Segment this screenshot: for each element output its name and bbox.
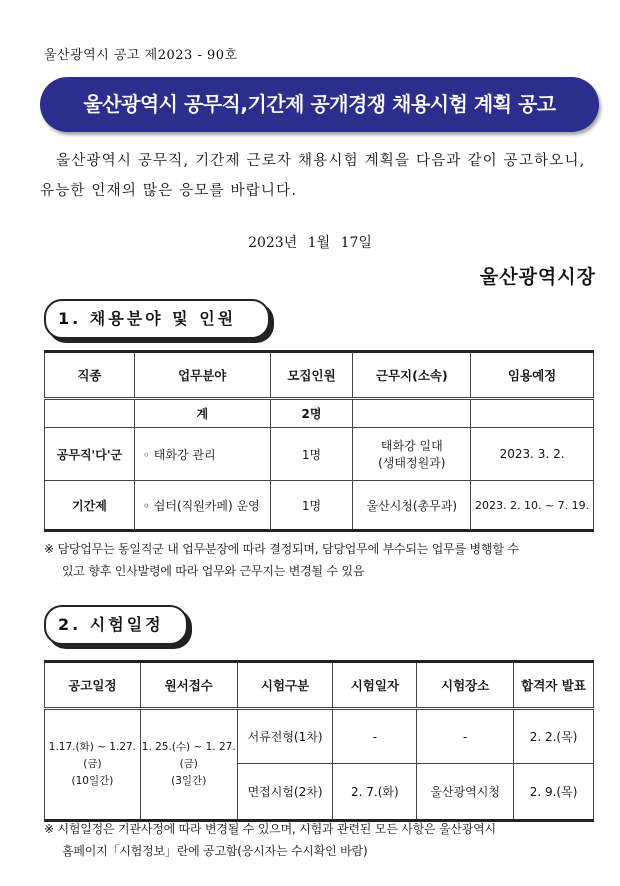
exam-date: - — [333, 709, 417, 764]
recruitment-table — [44, 350, 594, 532]
total-label: 계 — [134, 399, 270, 428]
exam-place: 울산광역시청 — [417, 764, 514, 821]
note-line: 홈페이지「시험정보」란에 공고함(응시자는 수시확인 바람) — [62, 844, 368, 858]
page-title: 울산광역시 공무직,기간제 공개경쟁 채용시험 계획 공고 — [83, 92, 556, 116]
announce-period-line1: 1.17.(화) ~ 1.27.(금) — [48, 741, 137, 770]
table-row — [45, 481, 594, 531]
result-date: 2. 9.(목) — [514, 764, 594, 821]
job-type: 공무직'다'군 — [45, 428, 135, 481]
title-banner — [40, 77, 599, 132]
table-header-row — [45, 662, 594, 709]
header-cell: 시험장소 — [417, 662, 514, 709]
section2-note — [44, 818, 604, 862]
intro-text: 울산광역시 공무직, 기간제 근로자 채용시험 계획을 다음과 같이 공고하오니, 유능한 인재의 많은 응모를 바랍니다. — [40, 153, 586, 199]
exam-place: - — [417, 709, 514, 764]
table-row — [45, 709, 594, 764]
job-place-line2: (생태정원과) — [378, 456, 446, 470]
note-line: ※ 담당업무는 동일직군 내 업무분장에 따라 결정되며, 담당업무에 부수되는 업무를 병행할 수 — [44, 542, 519, 556]
job-place-line1: 태화강 일대 — [380, 439, 443, 453]
job-date: 2023. 2. 10. ~ 7. 19. — [471, 481, 594, 531]
job-count: 1명 — [270, 428, 353, 481]
header-cell: 근무지(소속) — [353, 352, 471, 399]
announce-period-line2: (10일간) — [71, 775, 114, 787]
exam-kind: 면접시험(2차) — [237, 764, 333, 821]
header-cell: 합격자 발표 — [514, 662, 594, 709]
header-cell: 직종 — [45, 352, 135, 399]
job-place: 울산시청(총무과) — [353, 481, 471, 531]
header-cell: 시험일자 — [333, 662, 417, 709]
job-type: 기간제 — [45, 481, 135, 531]
table-total-row — [45, 399, 594, 428]
header-cell: 공고일정 — [45, 662, 141, 709]
section1-heading — [44, 299, 270, 339]
exam-date: 2. 7.(화) — [333, 764, 417, 821]
exam-kind: 서류전형(1차) — [237, 709, 333, 764]
header-cell: 모집인원 — [270, 352, 353, 399]
header-cell: 시험구분 — [237, 662, 333, 709]
section1-heading-text: 1. 채용분야 및 인원 — [58, 309, 237, 328]
announce-period — [45, 709, 141, 821]
section2-heading-text: 2. 시험일정 — [58, 615, 164, 634]
job-field: ◦ 쉼터(직원카페) 운영 — [134, 481, 270, 531]
note-line: ※ 시험일정은 기관사정에 따라 변경될 수 있으며, 시험과 관련된 모든 사항은 울산광역시 — [44, 822, 496, 836]
schedule-table — [44, 660, 594, 822]
issuer-name: 울산광역시장 — [479, 266, 596, 288]
notice-number: 울산광역시 공고 제2023 - 90호 — [44, 48, 238, 63]
header-cell: 원서접수 — [140, 662, 237, 709]
job-place — [353, 428, 471, 481]
application-period — [140, 709, 237, 821]
section1-note — [44, 538, 604, 582]
total-count: 2명 — [270, 399, 353, 428]
job-field: ◦ 태화강 관리 — [134, 428, 270, 481]
result-date: 2. 2.(목) — [514, 709, 594, 764]
table-header-row — [45, 352, 594, 399]
table-row — [45, 428, 594, 481]
note-line: 있고 향후 인사발령에 따라 업무와 근무지는 변경될 수 있음 — [62, 564, 365, 578]
header-cell: 임용예정 — [471, 352, 594, 399]
job-date: 2023. 3. 2. — [471, 428, 594, 481]
notice-date: 2023년 1월 17일 — [248, 235, 372, 251]
section2-heading — [44, 605, 188, 645]
job-count: 1명 — [270, 481, 353, 531]
application-period-line2: (3일간) — [171, 775, 207, 787]
application-period-line1: 1. 25.(수) ~ 1. 27.(금) — [141, 741, 236, 770]
header-cell: 업무분야 — [134, 352, 270, 399]
